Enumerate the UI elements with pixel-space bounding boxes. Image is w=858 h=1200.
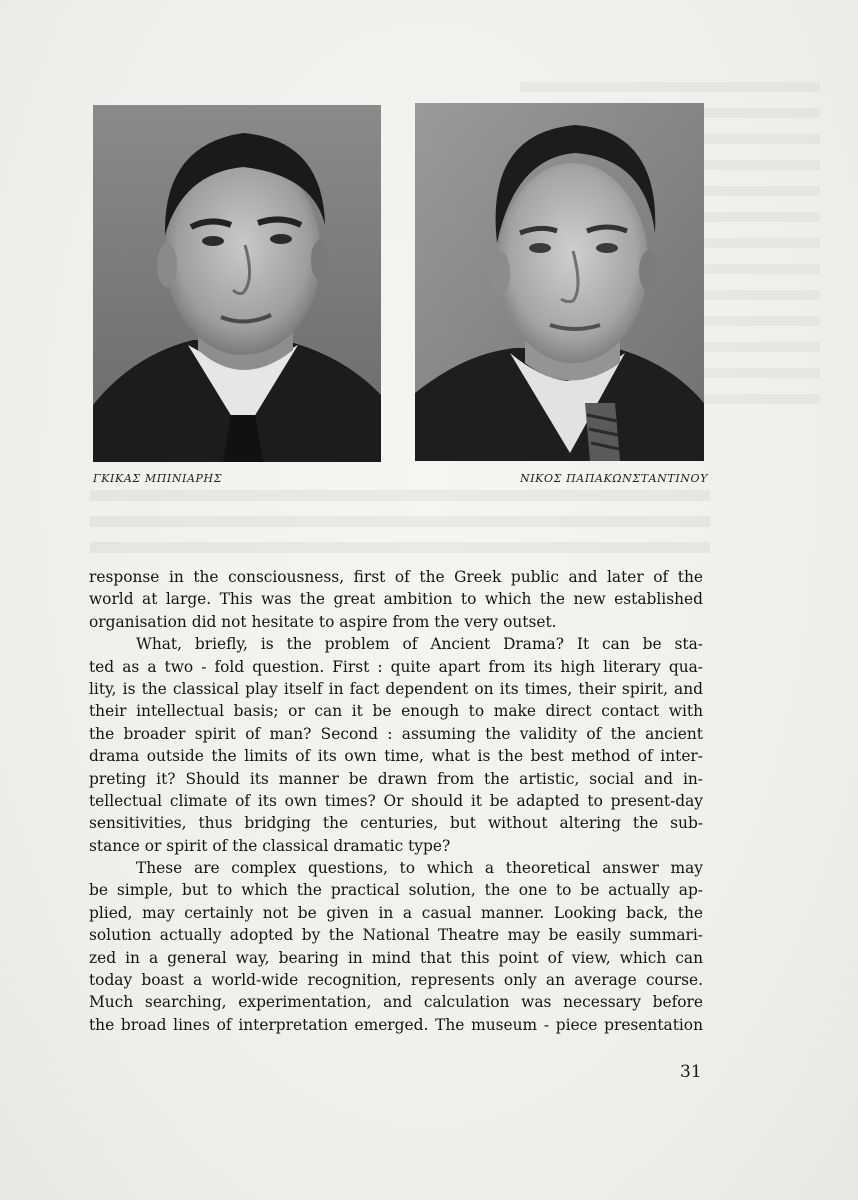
text-line: world at large. This was the great ambition to which the new established	[89, 590, 703, 609]
text-line: sensitivities, thus bridging the centuries, but without altering the sub-	[89, 814, 703, 833]
text-line: plied, may certainly not be given in a casual manner. Looking back, the	[89, 903, 703, 922]
text-line: Much searching, experimentation, and calculation was necessary before	[89, 993, 703, 1012]
text-line: be simple, but to which the practical solution, the one to be actually ap-	[89, 881, 703, 900]
text-line: today boast a world-wide recognition, represents only an average course.	[89, 971, 703, 990]
caption-right: ΝΙΚΟΣ ΠΑΠΑΚΩΝΣΤΑΝΤΙΝΟΥ	[520, 472, 708, 485]
text-line: organisation did not hesitate to aspire from the very outset.	[89, 612, 557, 631]
text-line: drama outside the limits of its own time, what is the best method of inter-	[89, 747, 703, 766]
text-line: solution actually adopted by the National Theatre may be easily summari-	[89, 926, 703, 945]
text-line: What, briefly, is the problem of Ancient Drama? It can be sta-	[136, 635, 703, 654]
text-line: lity, is the classical play itself in fact dependent on its times, their spirit, and	[89, 679, 703, 698]
text-line: the broad lines of interpretation emerged. The museum - piece presentation	[89, 1015, 703, 1034]
text-line: the broader spirit of man? Second : assuming the validity of the ancient	[89, 724, 703, 743]
page-number: 31	[680, 1062, 702, 1082]
text-line: ted as a two - fold question. First : quite apart from its high literary qua-	[89, 657, 703, 676]
text-line: These are complex questions, to which a theoretical answer may	[136, 859, 703, 878]
text-line: their intellectual basis; or can it be enough to make direct contact with	[89, 702, 703, 721]
portrait-right-image	[415, 103, 704, 461]
text-line: tellectual climate of its own times? Or should it be adapted to present-day	[89, 791, 703, 810]
text-line: zed in a general way, bearing in mind that this point of view, which can	[89, 948, 703, 967]
text-line: stance or spirit of the classical dramatic type?	[89, 836, 451, 855]
portrait-photo-right	[415, 103, 704, 461]
portrait-left-image	[93, 105, 381, 462]
text-line: response in the consciousness, first of the Greek public and later of the	[89, 568, 703, 586]
caption-left: ΓΚΙΚΑΣ ΜΠΙΝΙΑΡΗΣ	[93, 472, 223, 485]
bleed-through-text	[90, 490, 710, 560]
body-text	[89, 566, 703, 1036]
portrait-photo-left	[93, 105, 381, 462]
text-line: preting it? Should its manner be drawn from the artistic, social and in-	[89, 769, 703, 788]
